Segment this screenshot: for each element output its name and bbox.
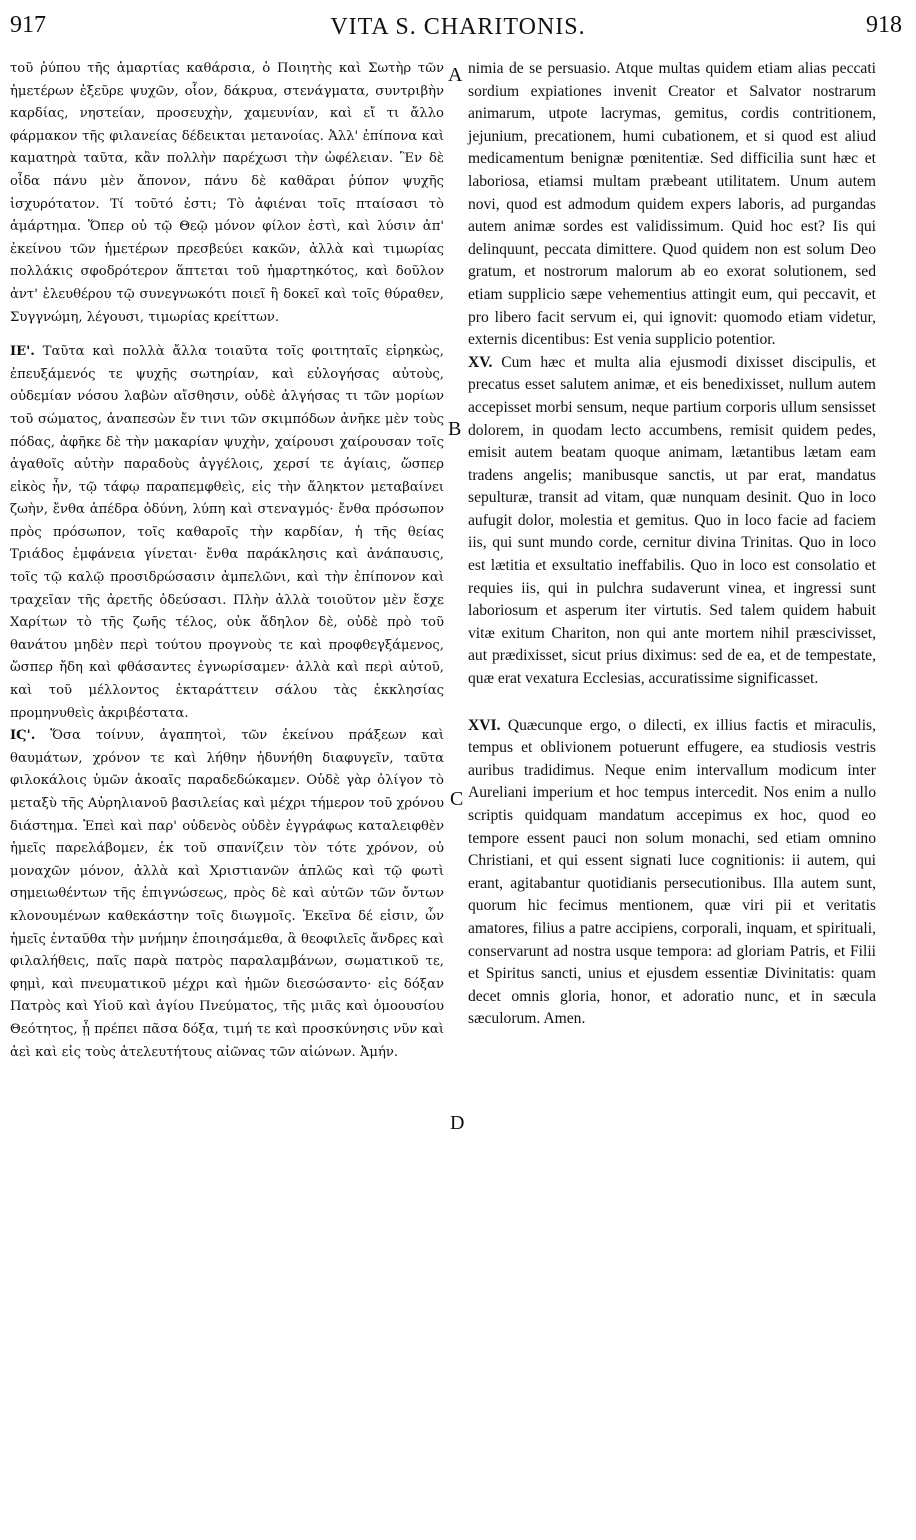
latin-paragraph-1: nimia de se persuasio. Atque multas quidem etiam alias peccati sordium expiationes invenit Creator et Salvator nostrarum animarum, utpote lacrymas, gemitus, cordis contritionem, jejunium, precationem, humi cubationem, et si quod est aliud medicamentum benignæ pœnitentiæ. Sed difficilia sunt hæc et laboriosa, etiamsi multam præbeant utilitatem. Unum autem novi, quod est admodum quidem expers laboris, ad purgandas autem animæ sordes est validissimum. Quid hoc est? Iis qui delinquunt, peccata dimittere. Quod quidem non est solum Deo gratum, et nostrorum malorum ab eo exorat solutionem, sed etiam supplicio sæpe vehementius attingit eum, qui peccavit, et pro libero facit servum ei, qui ignovit: quomodo etiam videtur, externis dicentibus: Est venia supplicio potentior.: [468, 60, 876, 349]
margin-marker-d: D: [450, 1112, 465, 1134]
greek-paragraph-16-text: Ὅσα τοίνυν, ἀγαπητοὶ, τῶν ἐκείνου πράξεων καὶ θαυμάτων, χρόνον τε καὶ λήθην ἠδυνήθη διαφυγεῖν, ταῦτα φιλοκάλοις ὑμῶν ἀκοαῖς παραδεδώκαμεν. Οὐδὲ γὰρ ὀλίγον τὸ μεταξὺ τῆς Αὐρηλιανοῦ βασιλείας καὶ μέχρι τήμερον τοῦ χρόνου διάστημα. Ἐπεὶ καὶ παρ' οὐδενὸς οὐδὲν ἐγγράφως καταλειφθὲν ἡμεῖς παρελάβομεν, ἐκ τοῦ σπανίζειν τὸν τότε χρόνον, οὐ μοναχῶν μόνον, ἀλλὰ καὶ Χριστιανῶν ἁπλῶς καὶ τῷ φωτὶ σημειωθέντων τῆς ἐπιγνώσεως, πρὸς δὲ καὶ αὐτῶν τῶν ὄντων κλονουμένων καθεκάστην τοῖς διωγμοῖς. Ἐκεῖνα δέ εἰσιν, ὧν ἡμεῖς ἐνταῦθα τὴν μνήμην ἐποιησάμεθα, ἃ θεοφιλεῖς ἄνδρες καὶ φιλαλήθεις, παῖς παρὰ πατρὸς παραλαμβάνων, σωματικοῦ τε, φημὶ, καὶ πνευματικοῦ μέχρι καὶ ἡμῶν διεσώσαντο· εἰς δόξαν Πατρὸς καὶ Υἱοῦ καὶ ἁγίου Πνεύματος, τῆς μιᾶς καὶ ὁμοουσίου Θεότητος, ᾗ πρέπει πᾶσα δόξα, τιμή τε καὶ προσκύνησις νῦν καὶ ἀεὶ καὶ εἰς τοὺς ἀτελευτήτους αἰῶνας τῶν αἰώνων. Ἀμήν.: [10, 728, 444, 1060]
latin-paragraph-15: [468, 352, 876, 691]
greek-section-number: ΙΕ'.: [10, 344, 35, 360]
latin-column: [468, 58, 876, 1031]
latin-paragraph-15-text: Cum hæc et multa alia ejusmodi dixisset discipulis, et precatus esset salutem animæ, et eis benedixisset, nullum autem accepisset morbi sensum, neque partium corporis ullum sensisset dolorem, in quodam lecto accumbens, remisit quidem pedes, emisit autem beatam quoque animam, lætantibus lætam eam tradens angelis; manibusque sanctis, ut par erat, mandatus sepulturæ, transit ad vitam, quæ nunquam desinit. Quo in loco aufugit dolor, molestia et gemitus. Quo in loco facie ad faciem iis, qui sunt mundo corde, cernitur divina Trinitas. Quo in loco est lætitia et exsultatio ineffabilis. Quo in loco est consolatio et requies iis, qui in pulchra sudaverunt vinea, et ingressi sunt laboriosum et asperum iter virtutis. Sed talem quidem habuit vitæ exitum Chariton, non qui ante mortem nihil præscivisset, aut prædixisset, sicut prius diximus: sed de ea, et de tempestate, quæ erat vexatura Ecclesias, accuratissime significasset.: [468, 353, 876, 688]
margin-marker-a: A: [448, 64, 463, 86]
margin-marker-c: C: [450, 788, 464, 810]
latin-paragraph-16-text: Quæcunque ergo, o dilecti, ex illius factis et miraculis, tempus et oblivionem potuerunt effugere, ea studiosis vestris auribus tradidimus. Neque enim intervallum modicum inter Aureliani imperium et hoc tempus intercedit. Nos enim a nullo scriptis quidquam mandatum accepimus ex hoc, quod eo tempore essent pauci non solum monachi, sed etiam omnino Christiani, et qui essent signati luce cognitionis: ii autem, qui erant, agitabantur quotidianis persecutionibus. Illa autem sunt, quorum hic fecimus mentionem, quæ viri pii et veritatis amatores, filius a patre accipiens, corporali, inquam, et spirituali, conservarunt ad nostra usque tempora: ad gloriam Patris, et Filii et Spiritus sancti, unius et ejusdem essentiæ Divinitatis: quam decet omnis gloria, honor, et adoratio nunc, et in sæcula sæculorum. Amen.: [468, 716, 876, 1028]
greek-paragraph-15: [10, 341, 444, 725]
latin-section-number: XV.: [468, 353, 493, 371]
page-header: [0, 6, 916, 46]
margin-marker-b: B: [448, 418, 462, 440]
greek-column: [10, 58, 444, 1064]
latin-paragraph-16: [468, 715, 876, 1031]
left-page-number: 917: [10, 12, 46, 38]
greek-paragraph-16: [10, 725, 444, 1064]
latin-section-number: XVI.: [468, 716, 501, 734]
greek-paragraph-1: τοῦ ῥύπου τῆς ἁμαρτίας καθάρσια, ὁ Ποιητὴς καὶ Σωτὴρ τῶν ἡμετέρων ἐξεῦρε ψυχῶν, οἷον, δάκρυα, στενάγματα, συντριβὴν καρδίας, νηστείαν, προσευχὴν, χαμευνίαν, καὶ εἴ τι ἄλλο φάρμακον τῆς φιλανείας δέδεικται μετανοίας. Ἀλλ' ἐπίπονα καὶ καματηρὰ ταῦτα, κἂν πολλὴν παρέχωσι τὴν ὠφέλειαν. Ἓν δὲ οἶδα πάνυ μὲν ἄπονον, πάνυ δὲ καθᾶραι ῥύπον ψυχῆς ἰσχυρότατον. Τί τοῦτό ἐστι; Τὸ ἀφιέναι τοῖς πταίσασι τὸ ἁμάρτημα. Ὅπερ οὐ τῷ Θεῷ μόνον φίλον ἐστὶ, καὶ λύσιν ἀπ' ἐκείνου τῶν ἡμετέρων πρεσβεύει κακῶν, ἀλλὰ καὶ τιμωρίας πολλάκις σφοδρότερον ἅπτεται τοῦ ἡμαρτηκότος, καὶ δοῦλον ἀντ' ἐλευθέρου τῷ συνεγνωκότι ποιεῖ ἢ δοκεῖ καὶ τοῖς θύραθεν, Συγγνώμη, λέγουσι, τιμωρίας κρείττων.: [10, 61, 444, 325]
right-page-number: 918: [866, 12, 902, 38]
greek-paragraph-15-text: Ταῦτα καὶ πολλὰ ἄλλα τοιαῦτα τοῖς φοιτηταῖς εἰρηκὼς, ἐπευξάμενός τε ψυχῆς σωτηρίαν, καὶ εὐλογήσας αὐτοὺς, οὐδεμίαν νόσου λαβὼν αἴσθησιν, οὐδὲ ἀλγήσας τι τῶν μορίων τοῦ σώματος, ἀναπεσὼν ἔν τινι τῶν σκιμπόδων ἀνῆκε μὲν τοὺς πόδας, ἀφῆκε δὲ τὴν μακαρίαν ψυχὴν, χαίρουσι χαίρουσαν τοῖς ἀγαθοῖς αὐτὴν παραδοὺς ἀγγέλοις, χερσί τε ἁγίαις, ὥσπερ εἰκὸς ἦν, τῷ τάφῳ παραπεμφθεὶς, εἰς τὴν ἄληκτον μεταβαίνει ζωὴν, ἔνθα ἀπέδρα ὀδύνη, λύπη καὶ στεναγμός· ἔνθα πρόσωπον πρὸς πρόσωπον, τοῖς καθαροῖς τὴν καρδίαν, ἡ τῆς θείας Τριάδος ἐμφάνεια γίνεται· ἔνθα παράκλησις καὶ ἀνάπαυσις, τοῖς τῷ καλῷ προσιδρώσασιν ἀμπελῶνι, καὶ τὴν ἐπίπονον καὶ τραχεῖαν τῆς ἀρετῆς ὁδεύσασι. Πλὴν ἀλλὰ τοιοῦτον μὲν ἔσχε Χαρίτων τὸ τῆς ζωῆς τέλος, οὐκ ἄδηλον δὲ, οὐδὲ πρὸ τοῦ θανάτου μηδὲν περὶ τούτου προγνοὺς τε καὶ προφθεγξάμενος, ὥσπερ ἤδη καὶ φθάσαντες ἐγνωρίσαμεν· ἀλλὰ καὶ περὶ αὐτοῦ, καὶ τοῦ μέλλοντος ἐκταράττειν σάλου τὰς ἐκκλησίας προμηνυθεὶς ἀκριβέστατα.: [10, 344, 444, 721]
greek-section-number: ΙϚ'.: [10, 728, 36, 744]
running-title: VITA S. CHARITONIS.: [330, 14, 586, 40]
